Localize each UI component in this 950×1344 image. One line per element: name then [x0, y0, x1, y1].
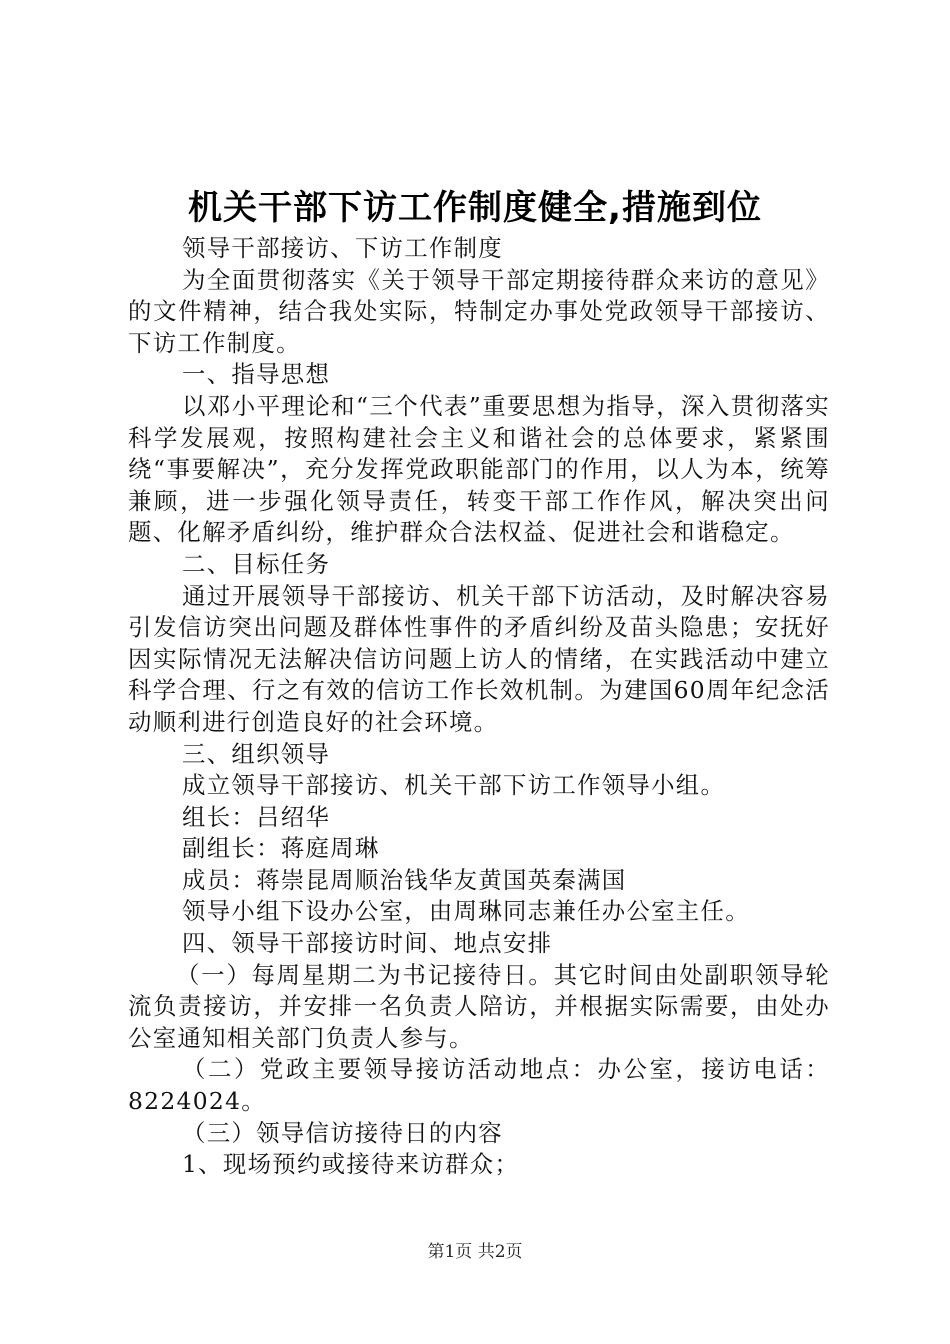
- paragraph-subtitle: 领导干部接访、下访工作制度: [182, 234, 503, 262]
- paragraph-organization: 成立领导干部接访、机关干部下访工作领导小组。: [182, 771, 726, 800]
- heading-schedule: 四、领导干部接访时间、地点安排: [182, 929, 553, 958]
- document-title: 机关干部下访工作制度健全,措施到位: [188, 188, 762, 228]
- paragraph-item-1: 1、现场预约或接待来访群众；: [182, 1150, 520, 1179]
- paragraph-goals: 通过开展领导干部接访、机关干部下访活动，及时解决容易引发信访突出问题及群体性事件的矛盾纠纷及苗头隐患；安抚好因实际情况无法解决信访问题上访人的情绪，在实践活动中建立科学合理、行之有效的信访工作长效机制。为建国60周年纪念活动顺利进行创造良好的社会环境。: [128, 581, 830, 736]
- paragraph-schedule-2: （二）党政主要领导接访活动地点：办公室，接访电话：8224024。: [128, 1055, 830, 1116]
- heading-organization: 三、组织领导: [182, 739, 331, 768]
- heading-guiding-thought: 一、指导思想: [182, 360, 331, 389]
- paragraph-group-leader: 组长：吕绍华: [182, 802, 331, 831]
- paragraph-intro: 为全面贯彻落实《关于领导干部定期接待群众来访的意见》的文件精神，结合我处实际，特制定办事处党政领导干部接访、下访工作制度。: [128, 265, 830, 357]
- document-body: [128, 233, 830, 1181]
- paragraph-guiding-thought: 以邓小平理论和“三个代表”重要思想为指导，深入贯彻落实科学发展观，按照构建社会主义和谐社会的总体要求，紧紧围绕“事要解决”，充分发挥党政职能部门的作用，以人为本，统筹兼顾，进一步强化领导责任，转变干部工作作风，解决突出问题、化解矛盾纠纷，维护群众合法权益、促进社会和谐稳定。: [128, 391, 830, 547]
- paragraph-members: 成员：蒋崇昆周顺治钱华友黄国英秦满国: [182, 865, 627, 894]
- paragraph-schedule-1: （一）每周星期二为书记接待日。其它时间由处副职领导轮流负责接访，并安排一名负责人陪访，并根据实际需要，由处办公室通知相关部门负责人参与。: [128, 960, 830, 1052]
- heading-goals: 二、目标任务: [182, 549, 331, 578]
- paragraph-schedule-3: （三）领导信访接待日的内容: [182, 1118, 503, 1147]
- paragraph-deputy-leader: 副组长：蒋庭周琳: [182, 834, 380, 863]
- page-footer: 第1页 共2页: [427, 1242, 523, 1262]
- paragraph-office: 领导小组下设办公室，由周琳同志兼任办公室主任。: [182, 897, 750, 926]
